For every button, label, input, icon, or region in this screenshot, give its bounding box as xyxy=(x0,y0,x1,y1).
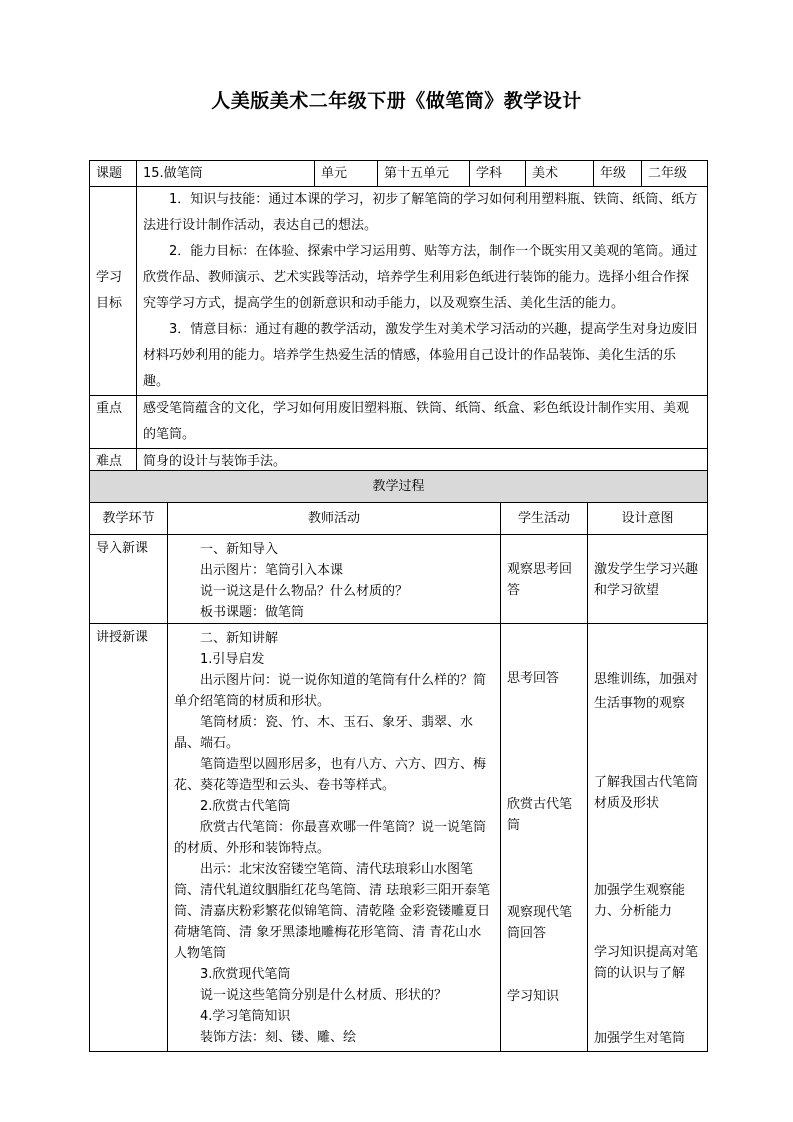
new-line-8: 出示：北宋汝窑镂空笔筒、清代珐琅彩山水图笔筒、清代轧道纹胭脂红花鸟笔筒、清 珐琅彩三阳开泰笔筒、清嘉庆粉彩繁花似锦笔筒、清乾隆 金彩瓷镂雕夏日荷塘笔筒、清 象牙黑漆地雕梅花形笔筒、清 青花山水人物笔筒 xyxy=(174,862,491,961)
new-line-11: 4.学习笔筒知识 xyxy=(200,1009,291,1024)
label-subject: 学科 xyxy=(470,161,526,187)
stage-intro: 导入新课 xyxy=(90,535,168,624)
header-student: 学生活动 xyxy=(501,503,588,535)
goal-ability: 2．能力目标：在体验、探索中学习运用剪、贴等方法，制作一个既实用又美观的笔筒。通过欣赏作品、教师演示、艺术实践等活动，培养学生利用彩色纸进行装饰的能力。选择小组合作探究等学习方式，提高学生的创新意识和动手能力，以及观察生活、美化生活的能力。 xyxy=(143,244,698,311)
new-line-4: 笔筒材质：瓷、竹、木、玉石、象牙、翡翠、水晶、端石。 xyxy=(174,715,474,751)
document-title: 人美版美术二年级下册《做笔筒》教学设计 xyxy=(211,90,582,112)
new-line-7: 欣赏古代笔筒：你最喜欢哪一件笔筒？说一说笔筒的材质、外形和装饰特点。 xyxy=(174,820,487,856)
new-line-2: 1.引导启发 xyxy=(200,652,265,667)
label-unit: 单元 xyxy=(315,161,378,187)
difficult-label: 难点 xyxy=(90,449,137,475)
intro-line-4: 板书课题：做笔筒 xyxy=(200,605,305,620)
value-unit: 第十五单元 xyxy=(378,161,470,187)
teacher-new xyxy=(168,624,501,1052)
new-line-5: 笔筒造型以圆形居多，也有八方、六方、四方、梅花、葵花等造型和云头、卷书等样式。 xyxy=(174,757,487,793)
course-info-table xyxy=(89,160,708,475)
intro-line-1: 一、新知导入 xyxy=(200,542,279,557)
intent-new-5: 加强学生对笔筒 xyxy=(594,1031,686,1046)
difficult-content: 简身的设计与装饰手法。 xyxy=(137,449,708,475)
new-line-12: 装饰方法：刻、镂、雕、绘 xyxy=(200,1030,357,1045)
key-content: 感受笔筒蕴含的文化，学习如何用废旧塑料瓶、铁筒、纸筒、纸盒、彩色纸设计制作实用、美观的笔筒。 xyxy=(137,396,708,449)
label-topic: 课题 xyxy=(90,161,137,187)
intent-new-4: 学习知识提高对笔筒的认识与了解 xyxy=(594,945,699,981)
teaching-process-table xyxy=(89,470,708,1052)
student-new-3: 观察现代笔筒回答 xyxy=(507,905,573,941)
new-line-6: 2.欣赏古代笔筒 xyxy=(200,799,291,814)
intent-new-2: 了解我国古代笔筒材质及形状 xyxy=(594,775,699,811)
label-grade: 年级 xyxy=(594,161,642,187)
student-new-4: 学习知识 xyxy=(507,989,560,1004)
student-new xyxy=(501,624,588,1052)
goals-content xyxy=(137,187,708,396)
student-new-1: 思考回答 xyxy=(507,671,560,686)
key-label: 重点 xyxy=(90,396,137,449)
intro-line-2: 出示图片：笔筒引入本课 xyxy=(200,563,344,578)
goal-knowledge: 1．知识与技能：通过本课的学习，初步了解笔筒的学习如何利用塑料瓶、铁筒、纸筒、纸方法进行设计制作活动，表达自己的想法。 xyxy=(143,192,698,233)
header-intent: 设计意图 xyxy=(588,503,708,535)
intent-new xyxy=(588,624,708,1052)
student-new-2: 欣赏古代笔筒 xyxy=(507,797,573,833)
value-grade: 二年级 xyxy=(642,161,708,187)
stage-new: 讲授新课 xyxy=(90,624,168,1052)
new-line-9: 3.欣赏现代笔筒 xyxy=(200,967,291,982)
intent-new-3: 加强学生观察能力、分析能力 xyxy=(594,883,686,919)
intent-intro: 激发学生学习兴趣和学习欲望 xyxy=(588,535,708,624)
header-teacher: 教师活动 xyxy=(168,503,501,535)
student-intro: 观察思考回答 xyxy=(501,535,588,624)
new-line-1: 二、新知讲解 xyxy=(200,631,279,646)
intro-line-3: 说一说这是什么物品？什么材质的？ xyxy=(200,584,409,599)
goal-emotion: 3．情意目标：通过有趣的教学活动，激发学生对美术学习活动的兴趣，提高学生对身边废旧材料巧妙利用的能力。培养学生热爱生活的情感，体验用自己设计的作品装饰、美化生活的乐趣。 xyxy=(143,322,698,389)
value-topic: 15.做笔筒 xyxy=(137,161,315,187)
value-subject: 美术 xyxy=(526,161,594,187)
intent-new-1: 思维训练，加强对生活事物的观察 xyxy=(594,672,699,711)
process-title: 教学过程 xyxy=(90,471,708,503)
new-line-3: 出示图片问：说一说你知道的笔筒有什么样的？简单介绍笔筒的材质和形状。 xyxy=(174,673,487,709)
goals-label: 学习目标 xyxy=(90,187,137,396)
new-line-10: 说一说这些笔筒分别是什么材质、形状的？ xyxy=(200,988,448,1003)
teacher-intro xyxy=(168,535,501,624)
header-stage: 教学环节 xyxy=(90,503,168,535)
